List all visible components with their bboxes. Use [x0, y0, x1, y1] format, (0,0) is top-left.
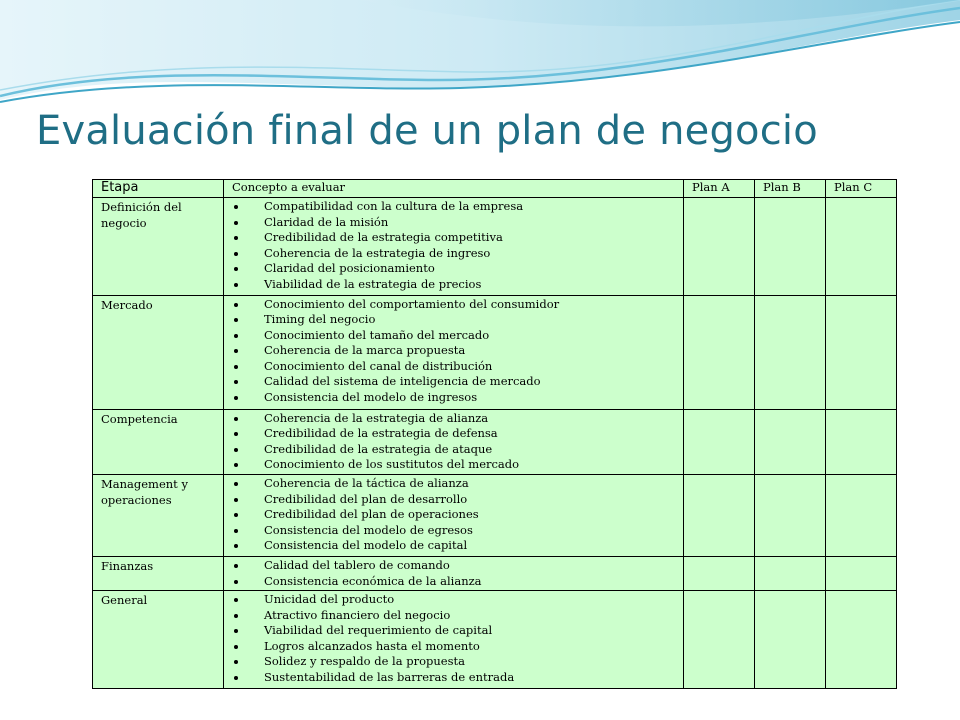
concept-cell: [224, 295, 684, 409]
plan-b-score-cell: [755, 557, 826, 591]
header-wave-decoration: [0, 0, 960, 110]
plan-b-score-cell: [755, 198, 826, 296]
concept-cell: [224, 198, 684, 296]
header-etapa: Etapa: [93, 180, 224, 198]
list-item: Conocimiento del tamaño del mercado: [232, 328, 683, 344]
header-plan-a: Plan A: [684, 180, 755, 198]
list-item: Claridad de la misión: [232, 215, 683, 231]
table-header-row: [93, 180, 897, 198]
etapa-cell: General: [93, 591, 224, 689]
list-item: Solidez y respaldo de la propuesta: [232, 654, 683, 670]
list-item: Credibilidad del plan de desarrollo: [232, 492, 683, 508]
header-concepto: Concepto a evaluar: [224, 180, 684, 198]
list-item: Consistencia del modelo de egresos: [232, 523, 683, 539]
list-item: Credibilidad de la estrategia de ataque: [232, 442, 683, 458]
concept-cell: [224, 409, 684, 475]
concept-cell: [224, 591, 684, 689]
header-plan-c: Plan C: [826, 180, 897, 198]
etapa-cell: Mercado: [93, 295, 224, 409]
list-item: Consistencia del modelo de capital: [232, 538, 683, 554]
table-row: [93, 591, 897, 689]
plan-a-score-cell: [684, 557, 755, 591]
list-item: Viabilidad de la estrategia de precios: [232, 277, 683, 293]
table-row: [93, 409, 897, 475]
plan-b-score-cell: [755, 409, 826, 475]
plan-a-score-cell: [684, 475, 755, 557]
list-item: Conocimiento de los sustitutos del mercado: [232, 457, 683, 473]
concept-list: [232, 410, 683, 473]
list-item: Coherencia de la marca propuesta: [232, 343, 683, 359]
list-item: Conocimiento del comportamiento del consumidor: [232, 297, 683, 313]
list-item: Timing del negocio: [232, 312, 683, 328]
concept-cell: [224, 475, 684, 557]
etapa-cell: Management y operaciones: [93, 475, 224, 557]
list-item: Logros alcanzados hasta el momento: [232, 639, 683, 655]
table-row: [93, 295, 897, 409]
list-item: Credibilidad del plan de operaciones: [232, 507, 683, 523]
plan-c-score-cell: [826, 198, 897, 296]
list-item: Coherencia de la táctica de alianza: [232, 476, 683, 492]
list-item: Calidad del tablero de comando: [232, 558, 683, 574]
plan-a-score-cell: [684, 591, 755, 689]
plan-c-score-cell: [826, 475, 897, 557]
etapa-cell: Definición del negocio: [93, 198, 224, 296]
concept-list: [232, 591, 683, 685]
plan-a-score-cell: [684, 295, 755, 409]
slide-title: Evaluación final de un plan de negocio: [36, 108, 818, 154]
list-item: Unicidad del producto: [232, 592, 683, 608]
etapa-cell: Finanzas: [93, 557, 224, 591]
list-item: Calidad del sistema de inteligencia de mercado: [232, 374, 683, 390]
plan-b-score-cell: [755, 475, 826, 557]
list-item: Atractivo financiero del negocio: [232, 608, 683, 624]
list-item: Sustentabilidad de las barreras de entrada: [232, 670, 683, 686]
list-item: Conocimiento del canal de distribución: [232, 359, 683, 375]
list-item: Compatibilidad con la cultura de la empresa: [232, 199, 683, 215]
list-item: Claridad del posicionamiento: [232, 261, 683, 277]
table-row: [93, 198, 897, 296]
list-item: Credibilidad de la estrategia competitiva: [232, 230, 683, 246]
concept-list: [232, 198, 683, 292]
table-row: [93, 475, 897, 557]
list-item: Consistencia del modelo de ingresos: [232, 390, 683, 406]
plan-c-score-cell: [826, 591, 897, 689]
evaluation-table: [92, 179, 897, 689]
concept-list: [232, 475, 683, 554]
concept-list: [232, 296, 683, 406]
table-body: [93, 198, 897, 689]
plan-a-score-cell: [684, 409, 755, 475]
list-item: Coherencia de la estrategia de alianza: [232, 411, 683, 427]
plan-b-score-cell: [755, 591, 826, 689]
list-item: Coherencia de la estrategia de ingreso: [232, 246, 683, 262]
list-item: Viabilidad del requerimiento de capital: [232, 623, 683, 639]
header-plan-b: Plan B: [755, 180, 826, 198]
plan-b-score-cell: [755, 295, 826, 409]
concept-cell: [224, 557, 684, 591]
plan-c-score-cell: [826, 557, 897, 591]
table-row: [93, 557, 897, 591]
plan-c-score-cell: [826, 295, 897, 409]
concept-list: [232, 557, 683, 589]
plan-a-score-cell: [684, 198, 755, 296]
list-item: Credibilidad de la estrategia de defensa: [232, 426, 683, 442]
list-item: Consistencia económica de la alianza: [232, 574, 683, 590]
etapa-cell: Competencia: [93, 409, 224, 475]
plan-c-score-cell: [826, 409, 897, 475]
